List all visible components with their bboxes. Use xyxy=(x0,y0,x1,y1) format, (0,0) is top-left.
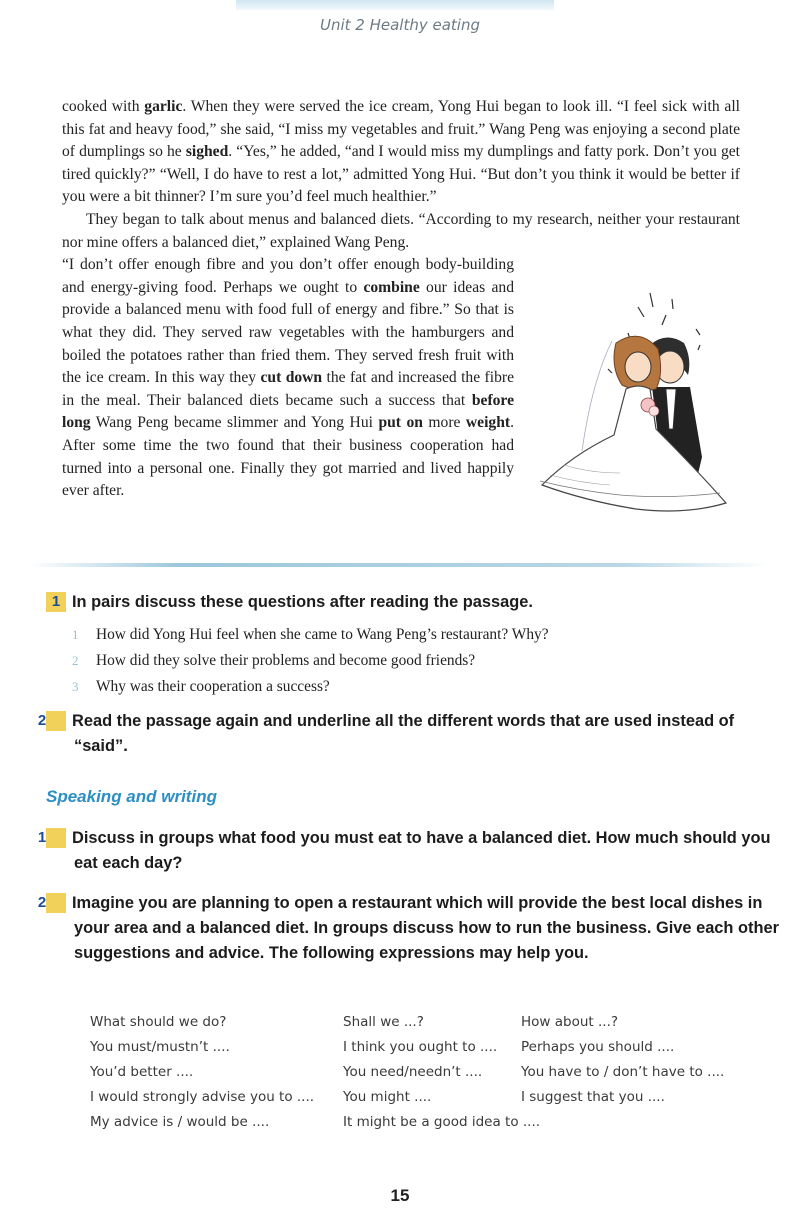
expression: You might .... xyxy=(343,1089,432,1105)
expression: You have to / don’t have to .... xyxy=(521,1064,725,1080)
expression-row xyxy=(90,1064,770,1089)
task-number-badge: 2 xyxy=(46,893,66,913)
expression: You need/needn’t .... xyxy=(343,1064,483,1080)
task-number-badge: 1 xyxy=(46,828,66,848)
expression: What should we do? xyxy=(90,1014,227,1030)
passage-text: the fat and increased the fibre in the meal. Their balanced diets became such a success that xyxy=(62,369,514,409)
question-number: 1 xyxy=(72,627,79,642)
expression: You must/mustn’t .... xyxy=(90,1039,230,1055)
list-item xyxy=(72,648,722,674)
expression: Perhaps you should .... xyxy=(521,1039,675,1055)
question-text: How did Yong Hui feel when she came to Wang Peng’s restaurant? Why? xyxy=(96,626,549,643)
task-number-badge: 2 xyxy=(46,711,66,731)
question-list xyxy=(72,622,722,700)
vocabulary-word: garlic xyxy=(144,98,183,115)
passage-text: . After some time the two found that their business cooperation had turned into a personal one. Finally they got married and lived happily ever after. xyxy=(62,414,515,500)
unit-header: Unit 2 Healthy eating xyxy=(319,16,480,34)
expression: It might be a good idea to .... xyxy=(343,1114,541,1130)
passage-text: our ideas and provide a balanced menu with food full of energy and fibre.” So that is what they did. They served raw vegetables with the hamburgers and boiled the potatoes rather than fried them. They served fresh fruit with the ice cream. In this way they xyxy=(62,278,514,387)
passage-text: cooked with xyxy=(62,98,145,115)
wedding-couple-illustration xyxy=(520,285,740,525)
expression: You’d better .... xyxy=(90,1064,194,1080)
task-1 xyxy=(46,590,754,615)
speaking-task-1 xyxy=(37,826,782,876)
speaking-task-1-instruction: Discuss in groups what food you must eat to have a balanced diet. How much should you eat each day? xyxy=(72,829,771,872)
passage-text: . “Yes,” he added, “and I would miss my dumplings and fatty pork. Don’t you get tired quickly?” “Well, I do have to rest a lot,” admitted Yong Hui. “But don’t you think it would be better if you were a bit thinner? I’m sure you’d feel much healthier.” xyxy=(62,143,740,206)
passage-text: . When they were served the ice cream, Yong Hui began to look ill. “I feel sick with all this fat and heavy food,” she said, “I miss my vegetables and fruit.” Wang Peng was enjoying a second plate of dumplings so he xyxy=(62,98,740,161)
passage-paragraph-2-continued xyxy=(62,254,514,503)
expression-row xyxy=(90,1114,770,1139)
expression: My advice is / would be .... xyxy=(90,1114,270,1130)
question-text: How did they solve their problems and become good friends? xyxy=(96,652,476,669)
expression: Shall we ...? xyxy=(343,1014,424,1030)
vocabulary-word: cut down xyxy=(260,369,323,387)
expression: How about ...? xyxy=(521,1014,619,1030)
passage-text: “I don’t offer enough fibre and you don’t offer enough body-building and energy-giving food. Perhaps we ought to xyxy=(62,256,514,296)
list-item xyxy=(72,622,722,648)
passage-text: more xyxy=(422,414,466,432)
speaking-task-2 xyxy=(37,891,782,966)
passage-text: Wang Peng became slimmer and Yong Hui xyxy=(90,414,379,432)
expression-row xyxy=(90,1089,770,1114)
passage-paragraph-2 xyxy=(62,209,740,254)
vocabulary-word: sighed xyxy=(185,143,229,161)
vocabulary-word: weight xyxy=(465,414,511,432)
section-divider xyxy=(30,563,768,567)
useful-expressions xyxy=(90,1014,770,1139)
expression: I suggest that you .... xyxy=(521,1089,665,1105)
expression: I think you ought to .... xyxy=(343,1039,498,1055)
vocabulary-word: combine xyxy=(363,278,420,296)
task-2-instruction: Read the passage again and underline all the different words that are used instead of “said”. xyxy=(72,712,735,755)
task-1-instruction: In pairs discuss these questions after reading the passage. xyxy=(72,593,533,611)
speaking-task-2-instruction: Imagine you are planning to open a restaurant which will provide the best local dishes in your area and a balanced diet. In groups discuss how to run the business. Give each other suggestions and advice. The following expressions may help you. xyxy=(72,894,779,962)
question-number: 3 xyxy=(72,679,79,694)
question-text: Why was their cooperation a success? xyxy=(96,678,330,695)
task-number-badge: 1 xyxy=(46,592,66,612)
passage-paragraph-1 xyxy=(62,96,740,209)
list-item xyxy=(72,674,722,700)
expression-row xyxy=(90,1039,770,1064)
expression-row xyxy=(90,1014,770,1039)
task-2 xyxy=(37,709,782,759)
section-title-speaking-writing: Speaking and writing xyxy=(46,787,217,806)
vocabulary-word: put on xyxy=(378,414,423,432)
header-band xyxy=(236,0,554,10)
expression: I would strongly advise you to .... xyxy=(90,1089,315,1105)
page-number: 15 xyxy=(390,1186,410,1205)
question-number: 2 xyxy=(72,653,79,668)
passage-text: They began to talk about menus and balanced diets. “According to my research, neither your restaurant nor mine offers a balanced diet,” explained Wang Peng. xyxy=(62,210,740,251)
vocabulary-word: before long xyxy=(62,391,514,432)
